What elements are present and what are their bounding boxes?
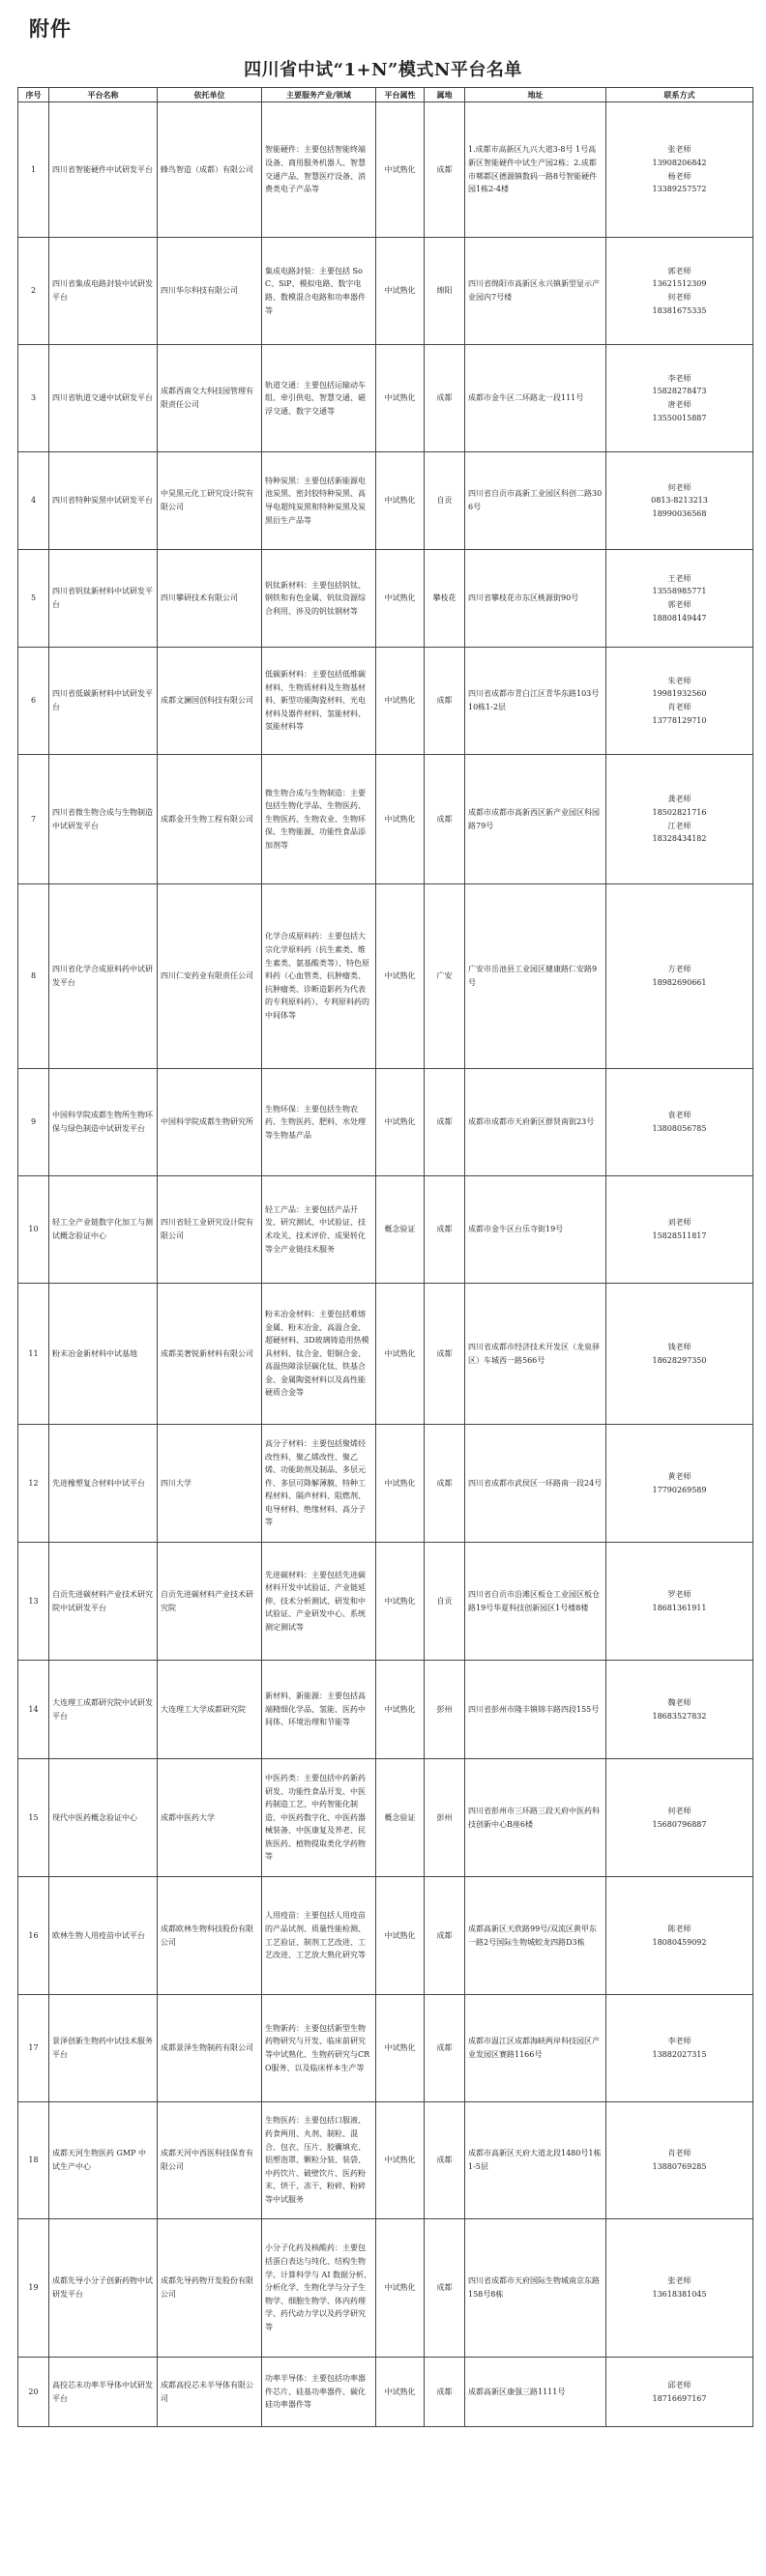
cell-field: 新材料、新能源：主要包括高端精细化学品、氢能、医药中间体、环境治理和节能等 bbox=[262, 1661, 376, 1759]
cell-field: 特种炭黑：主要包括新能源电池炭黑、密封胶特种炭黑、高导电超纯炭黑和特种炭黑及炭黑衍生产品等 bbox=[262, 452, 376, 550]
cell-contact: 邱老师 18716697167 bbox=[606, 2358, 753, 2427]
cell-addr: 成都高新区天欣路99号/双流区黄甲东一路2号国际生物城蛟龙四路D3栋 bbox=[465, 1877, 606, 1995]
cell-unit: 成都中医药大学 bbox=[158, 1759, 262, 1877]
table-row bbox=[18, 1284, 753, 1425]
cell-contact: 魏老师 18683527832 bbox=[606, 1661, 753, 1759]
cell-unit: 成都天河中西医科技保育有限公司 bbox=[158, 2102, 262, 2219]
cell-name: 四川省特种炭黑中试研发平台 bbox=[49, 452, 158, 550]
cell-attr: 中试熟化 bbox=[376, 1877, 425, 1995]
cell-attr: 中试熟化 bbox=[376, 1284, 425, 1425]
cell-name: 先进橡塑复合材料中试平台 bbox=[49, 1425, 158, 1543]
cell-no: 20 bbox=[18, 2358, 49, 2427]
cell-addr: 成都市成都市高新西区新产业园区科园路79号 bbox=[465, 755, 606, 884]
cell-field: 功率半导体：主要包括功率器件芯片、硅基功率器件、碳化硅功率器件等 bbox=[262, 2358, 376, 2427]
table-row bbox=[18, 2358, 753, 2427]
cell-no: 16 bbox=[18, 1877, 49, 1995]
cell-field: 人用疫苗：主要包括人用疫苗的产品试剂、质量性能检测、工艺验证、制剂工艺改进、工艺改进、工艺放大熟化研究等 bbox=[262, 1877, 376, 1995]
cell-contact: 张老师 13908206842 杨老师 13389257572 bbox=[606, 102, 753, 238]
cell-unit: 成都金开生物工程有限公司 bbox=[158, 755, 262, 884]
cell-unit: 自贡先进碳材料产业技术研究院 bbox=[158, 1543, 262, 1661]
cell-loc: 成都 bbox=[425, 2358, 465, 2427]
table-row bbox=[18, 1759, 753, 1877]
cell-no: 10 bbox=[18, 1176, 49, 1284]
cell-contact: 刘老师 15828511817 bbox=[606, 1176, 753, 1284]
cell-name: 成都先导小分子创新药物中试研发平台 bbox=[49, 2219, 158, 2358]
cell-contact: 陈老师 18080459092 bbox=[606, 1877, 753, 1995]
cell-unit: 成都高投芯未半导体有限公司 bbox=[158, 2358, 262, 2427]
cell-addr: 四川省攀枝花市东区桃源街90号 bbox=[465, 550, 606, 648]
cell-field: 微生物合成与生物制造：主要包括生物化学品、生物医药、生物医药、生物农业、生物环保、生物能源、功能性食品添加剂等 bbox=[262, 755, 376, 884]
header-cell: 平台属性 bbox=[376, 88, 425, 102]
cell-name: 成都天河生物医药 GMP 中试生产中心 bbox=[49, 2102, 158, 2219]
cell-attr: 中试熟化 bbox=[376, 2219, 425, 2358]
cell-attr: 中试熟化 bbox=[376, 755, 425, 884]
cell-field: 高分子材料：主要包括聚烯烃改性料、聚乙烯改性、聚乙烯、功能助剂及制品、多层元件、多层可降解薄膜、特种工程材料、隔声材料、阻燃剂、电导材料、绝缘材料、高分子等 bbox=[262, 1425, 376, 1543]
cell-contact: 朱老师 19981932560 肖老师 13778129710 bbox=[606, 648, 753, 755]
cell-no: 7 bbox=[18, 755, 49, 884]
cell-contact: 李老师 13882027315 bbox=[606, 1995, 753, 2102]
cell-contact: 郭老师 13621512309 何老师 18381675335 bbox=[606, 238, 753, 345]
cell-name: 四川省化学合成原料药中试研发平台 bbox=[49, 884, 158, 1069]
cell-no: 17 bbox=[18, 1995, 49, 2102]
cell-loc: 自贡 bbox=[425, 1543, 465, 1661]
cell-contact: 方老师 18982690661 bbox=[606, 884, 753, 1069]
cell-no: 12 bbox=[18, 1425, 49, 1543]
cell-addr: 四川省自贡市沿滩区板仓工业园区板仓路19号华夏科技创新园区1号楼8楼 bbox=[465, 1543, 606, 1661]
cell-contact: 何老师 15680796887 bbox=[606, 1759, 753, 1877]
cell-no: 8 bbox=[18, 884, 49, 1069]
cell-name: 景泽创新生物药中试技术服务平台 bbox=[49, 1995, 158, 2102]
cell-addr: 四川省自贡市高新工业园区科创二路306号 bbox=[465, 452, 606, 550]
cell-unit: 成都美奢锐新材料有限公司 bbox=[158, 1284, 262, 1425]
cell-name: 四川省轨道交通中试研发平台 bbox=[49, 345, 158, 452]
cell-loc: 成都 bbox=[425, 2219, 465, 2358]
table-row bbox=[18, 452, 753, 550]
table-row bbox=[18, 2219, 753, 2358]
cell-unit: 四川华尔科技有限公司 bbox=[158, 238, 262, 345]
cell-addr: 成都高新区康强三路1111号 bbox=[465, 2358, 606, 2427]
cell-addr: 成都市高新区天府大道北段1480号1栋1-5层 bbox=[465, 2102, 606, 2219]
cell-addr: 四川省彭州市三环路三段天府中医药科技创新中心B座6楼 bbox=[465, 1759, 606, 1877]
cell-loc: 成都 bbox=[425, 102, 465, 238]
cell-attr: 中试熟化 bbox=[376, 884, 425, 1069]
cell-attr: 中试熟化 bbox=[376, 1543, 425, 1661]
cell-loc: 成都 bbox=[425, 1995, 465, 2102]
cell-unit: 四川大学 bbox=[158, 1425, 262, 1543]
cell-addr: 四川省成都市武侯区一环路南一段24号 bbox=[465, 1425, 606, 1543]
table-row bbox=[18, 1995, 753, 2102]
table-row bbox=[18, 550, 753, 648]
cell-no: 15 bbox=[18, 1759, 49, 1877]
cell-name: 四川省钒钛新材料中试研发平台 bbox=[49, 550, 158, 648]
cell-field: 小分子化药及核酸药：主要包括蛋白表达与纯化、结构生物学、计算科学与 AI 数据分析、分析化学、生物化学与分子生物学、细胞生物学、体内药理学、药代动力学以及药学研究等 bbox=[262, 2219, 376, 2358]
table-row bbox=[18, 648, 753, 755]
cell-name: 四川省微生物合成与生物制造中试研发平台 bbox=[49, 755, 158, 884]
cell-unit: 成都先导药物开发股份有限公司 bbox=[158, 2219, 262, 2358]
cell-no: 9 bbox=[18, 1069, 49, 1176]
table-row bbox=[18, 1425, 753, 1543]
cell-loc: 绵阳 bbox=[425, 238, 465, 345]
table-row bbox=[18, 884, 753, 1069]
cell-loc: 成都 bbox=[425, 1284, 465, 1425]
cell-attr: 概念验证 bbox=[376, 1759, 425, 1877]
table-row bbox=[18, 2102, 753, 2219]
table-row bbox=[18, 755, 753, 884]
cell-no: 14 bbox=[18, 1661, 49, 1759]
cell-loc: 成都 bbox=[425, 1425, 465, 1543]
cell-name: 轻工全产业链数字化加工与测试概念验证中心 bbox=[49, 1176, 158, 1284]
cell-unit: 中昊黑元化工研究设计院有限公司 bbox=[158, 452, 262, 550]
cell-loc: 攀枝花 bbox=[425, 550, 465, 648]
table-row bbox=[18, 1176, 753, 1284]
cell-attr: 中试熟化 bbox=[376, 238, 425, 345]
cell-loc: 自贡 bbox=[425, 452, 465, 550]
cell-name: 现代中医药概念验证中心 bbox=[49, 1759, 158, 1877]
header-cell: 地址 bbox=[465, 88, 606, 102]
document-title: 四川省中试“1+N”模式N平台名单 bbox=[244, 60, 522, 80]
attachment-label: 附件 bbox=[29, 17, 72, 41]
header-cell: 属地 bbox=[425, 88, 465, 102]
cell-unit: 中国科学院成都生物研究所 bbox=[158, 1069, 262, 1176]
cell-loc: 成都 bbox=[425, 345, 465, 452]
cell-name: 欧林生物人用疫苗中试平台 bbox=[49, 1877, 158, 1995]
cell-unit: 成都西南交大科技园管理有限责任公司 bbox=[158, 345, 262, 452]
cell-field: 轻工产品：主要包括产品开发、研究测试、中试验证、技术攻关、技术评价、成果转化等全产业链技术服务 bbox=[262, 1176, 376, 1284]
cell-addr: 成都市成都市天府新区群贤南街23号 bbox=[465, 1069, 606, 1176]
table-row bbox=[18, 1661, 753, 1759]
cell-unit: 成都文澜国创科技有限公司 bbox=[158, 648, 262, 755]
cell-attr: 中试熟化 bbox=[376, 345, 425, 452]
cell-unit: 大连理工大学成都研究院 bbox=[158, 1661, 262, 1759]
cell-loc: 广安 bbox=[425, 884, 465, 1069]
cell-loc: 彭州 bbox=[425, 1661, 465, 1759]
cell-addr: 成都市金牛区二环路北一段111号 bbox=[465, 345, 606, 452]
cell-contact: 龚老师 18502821716 江老师 18328434182 bbox=[606, 755, 753, 884]
cell-attr: 中试熟化 bbox=[376, 1995, 425, 2102]
header-cell: 依托单位 bbox=[158, 88, 262, 102]
cell-addr: 四川省成都市经济技术开发区（龙泉驿区）车城西一路566号 bbox=[465, 1284, 606, 1425]
cell-field: 低碳新材料：主要包括低维碳材料、生物质材料及生物基材料、新型功能陶瓷材料、光电材料及器件材料、氢能材料、氢能材料等 bbox=[262, 648, 376, 755]
cell-unit: 蜂鸟智造（成都）有限公司 bbox=[158, 102, 262, 238]
cell-name: 大连理工成都研究院中试研发平台 bbox=[49, 1661, 158, 1759]
cell-unit: 四川仁安药业有限责任公司 bbox=[158, 884, 262, 1069]
cell-loc: 成都 bbox=[425, 648, 465, 755]
cell-name: 四川省集成电路封装中试研发平台 bbox=[49, 238, 158, 345]
cell-attr: 中试熟化 bbox=[376, 2358, 425, 2427]
cell-contact: 袁老师 13808056785 bbox=[606, 1069, 753, 1176]
cell-unit: 成都欧林生物科技股份有限公司 bbox=[158, 1877, 262, 1995]
cell-no: 11 bbox=[18, 1284, 49, 1425]
cell-contact: 肖老师 13880769285 bbox=[606, 2102, 753, 2219]
table-row bbox=[18, 1069, 753, 1176]
cell-field: 化学合成原料药：主要包括大宗化学原料药（抗生素类、维生素类、氨基酸类等）、特色原料药（心血管类、抗肿瘤类、抗肿瘤类、诊断造影药为代表的专利原料药）、专利原料药的中间体等 bbox=[262, 884, 376, 1069]
cell-field: 集成电路封装：主要包括 SoC、SiP、模拟电路、数字电路、数模混合电路和功率器件等 bbox=[262, 238, 376, 345]
cell-attr: 中试熟化 bbox=[376, 2102, 425, 2219]
cell-addr: 四川省成都市天府国际生物城南京东路158号8栋 bbox=[465, 2219, 606, 2358]
cell-attr: 中试熟化 bbox=[376, 102, 425, 238]
cell-name: 粉末冶金新材料中试基地 bbox=[49, 1284, 158, 1425]
cell-name: 高投芯未功率半导体中试研发平台 bbox=[49, 2358, 158, 2427]
cell-loc: 成都 bbox=[425, 755, 465, 884]
cell-addr: 1.成都市高新区九兴大道3-8号 1号高新区智能硬件中试生产园2栋；2.成都市郫都区德源镇数码一路8号智能硬件园1栋2-4楼 bbox=[465, 102, 606, 238]
cell-no: 4 bbox=[18, 452, 49, 550]
cell-addr: 四川省绵阳市高新区永兴镇新型显示产业园内7号楼 bbox=[465, 238, 606, 345]
header-cell: 联系方式 bbox=[606, 88, 753, 102]
table-row bbox=[18, 238, 753, 345]
cell-loc: 彭州 bbox=[425, 1759, 465, 1877]
cell-loc: 成都 bbox=[425, 2102, 465, 2219]
cell-addr: 成都市金牛区台乐寺街19号 bbox=[465, 1176, 606, 1284]
cell-attr: 中试熟化 bbox=[376, 1425, 425, 1543]
cell-no: 18 bbox=[18, 2102, 49, 2219]
cell-attr: 中试熟化 bbox=[376, 1661, 425, 1759]
table-row bbox=[18, 1543, 753, 1661]
cell-contact: 何老师 0813-8213213 18990036568 bbox=[606, 452, 753, 550]
cell-contact: 钱老师 18628297350 bbox=[606, 1284, 753, 1425]
cell-field: 轨道交通：主要包括运输动车组、牵引供电、智慧交通、磁浮交通、数字交通等 bbox=[262, 345, 376, 452]
cell-loc: 成都 bbox=[425, 1069, 465, 1176]
cell-contact: 张老师 13618381045 bbox=[606, 2219, 753, 2358]
cell-addr: 成都市温江区成都海峡两岸科技园区产业发园区赛路1166号 bbox=[465, 1995, 606, 2102]
cell-unit: 四川攀研技术有限公司 bbox=[158, 550, 262, 648]
cell-loc: 成都 bbox=[425, 1176, 465, 1284]
cell-contact: 李老师 15828278473 唐老师 13550015887 bbox=[606, 345, 753, 452]
cell-field: 生物环保：主要包括生物农药、生物医药、肥料、水处理等生物基产品 bbox=[262, 1069, 376, 1176]
cell-addr: 四川省彭州市隆丰镇锦丰路四段155号 bbox=[465, 1661, 606, 1759]
table-row bbox=[18, 1877, 753, 1995]
cell-field: 中医药类：主要包括中药新药研发、功能性食品开发、中医药制造工艺、中药智能化制造、中医药数字化、中医药器械装备、中医康复及养老、民族医药、植物提取类化学药物等 bbox=[262, 1759, 376, 1877]
cell-contact: 王老师 13558985771 郭老师 18808149447 bbox=[606, 550, 753, 648]
cell-attr: 中试熟化 bbox=[376, 1069, 425, 1176]
cell-attr: 中试熟化 bbox=[376, 550, 425, 648]
cell-attr: 中试熟化 bbox=[376, 452, 425, 550]
cell-no: 13 bbox=[18, 1543, 49, 1661]
cell-no: 2 bbox=[18, 238, 49, 345]
cell-no: 1 bbox=[18, 102, 49, 238]
cell-loc: 成都 bbox=[425, 1877, 465, 1995]
cell-name: 四川省智能硬件中试研发平台 bbox=[49, 102, 158, 238]
cell-attr: 中试熟化 bbox=[376, 648, 425, 755]
cell-field: 先进碳材料：主要包括先进碳材料开发中试验证、产业链延伸、技术分析测试、研发和中试验证、产业研发中心、系统测定测试等 bbox=[262, 1543, 376, 1661]
cell-no: 6 bbox=[18, 648, 49, 755]
cell-unit: 成都景泽生物制药有限公司 bbox=[158, 1995, 262, 2102]
cell-field: 生物医药：主要包括口服液、药食两用、丸剂、制粒、混合、包衣、压片、胶囊填充、铝塑泡罩、颗粒分装、装袋、中药饮片、破壁饮片、医药粉末、烘干、冻干、粉碎、粉碎等中试服务 bbox=[262, 2102, 376, 2219]
cell-contact: 黄老师 17790269589 bbox=[606, 1425, 753, 1543]
table-row bbox=[18, 102, 753, 238]
cell-addr: 四川省成都市青白江区青华东路103号10栋1-2层 bbox=[465, 648, 606, 755]
cell-addr: 广安市岳池县工业园区健康路仁安路9号 bbox=[465, 884, 606, 1069]
header-cell: 主要服务产业/领域 bbox=[262, 88, 376, 102]
cell-no: 19 bbox=[18, 2219, 49, 2358]
cell-name: 自贡先进碳材料产业技术研究院中试研发平台 bbox=[49, 1543, 158, 1661]
cell-field: 智能硬件：主要包括智能终端设备、商用服务机器人、智慧交通产品、智慧医疗设备、消费类电子产品等 bbox=[262, 102, 376, 238]
cell-no: 3 bbox=[18, 345, 49, 452]
header-row bbox=[18, 88, 753, 102]
cell-unit: 四川省轻工业研究设计院有限公司 bbox=[158, 1176, 262, 1284]
cell-no: 5 bbox=[18, 550, 49, 648]
cell-field: 钒钛新材料：主要包括钒钛、钢铁和有色金属、钒钛资源综合利用、涉及的钒钛钢材等 bbox=[262, 550, 376, 648]
cell-attr: 概念验证 bbox=[376, 1176, 425, 1284]
cell-name: 四川省低碳新材料中试研发平台 bbox=[49, 648, 158, 755]
platform-table bbox=[17, 87, 753, 2427]
cell-field: 生物新药：主要包括新型生物药物研究与开发、临床前研究等中试熟化、生物药研究与CRO服务、以及临床样本生产等 bbox=[262, 1995, 376, 2102]
header-cell: 平台名称 bbox=[49, 88, 158, 102]
cell-field: 粉末冶金材料：主要包括难熔金属、粉末冶金、高温合金、超硬材料、3D玻璃铸造用热模具材料、钛合金、钼铜合金、高温热障涂层碳化钛、铁基合金、金属陶瓷材料以及高性能硬质合金等 bbox=[262, 1284, 376, 1425]
cell-name: 中国科学院成都生物所生物环保与绿色制造中试研发平台 bbox=[49, 1069, 158, 1176]
table-row bbox=[18, 345, 753, 452]
cell-contact: 罗老师 18681361911 bbox=[606, 1543, 753, 1661]
header-cell: 序号 bbox=[18, 88, 49, 102]
